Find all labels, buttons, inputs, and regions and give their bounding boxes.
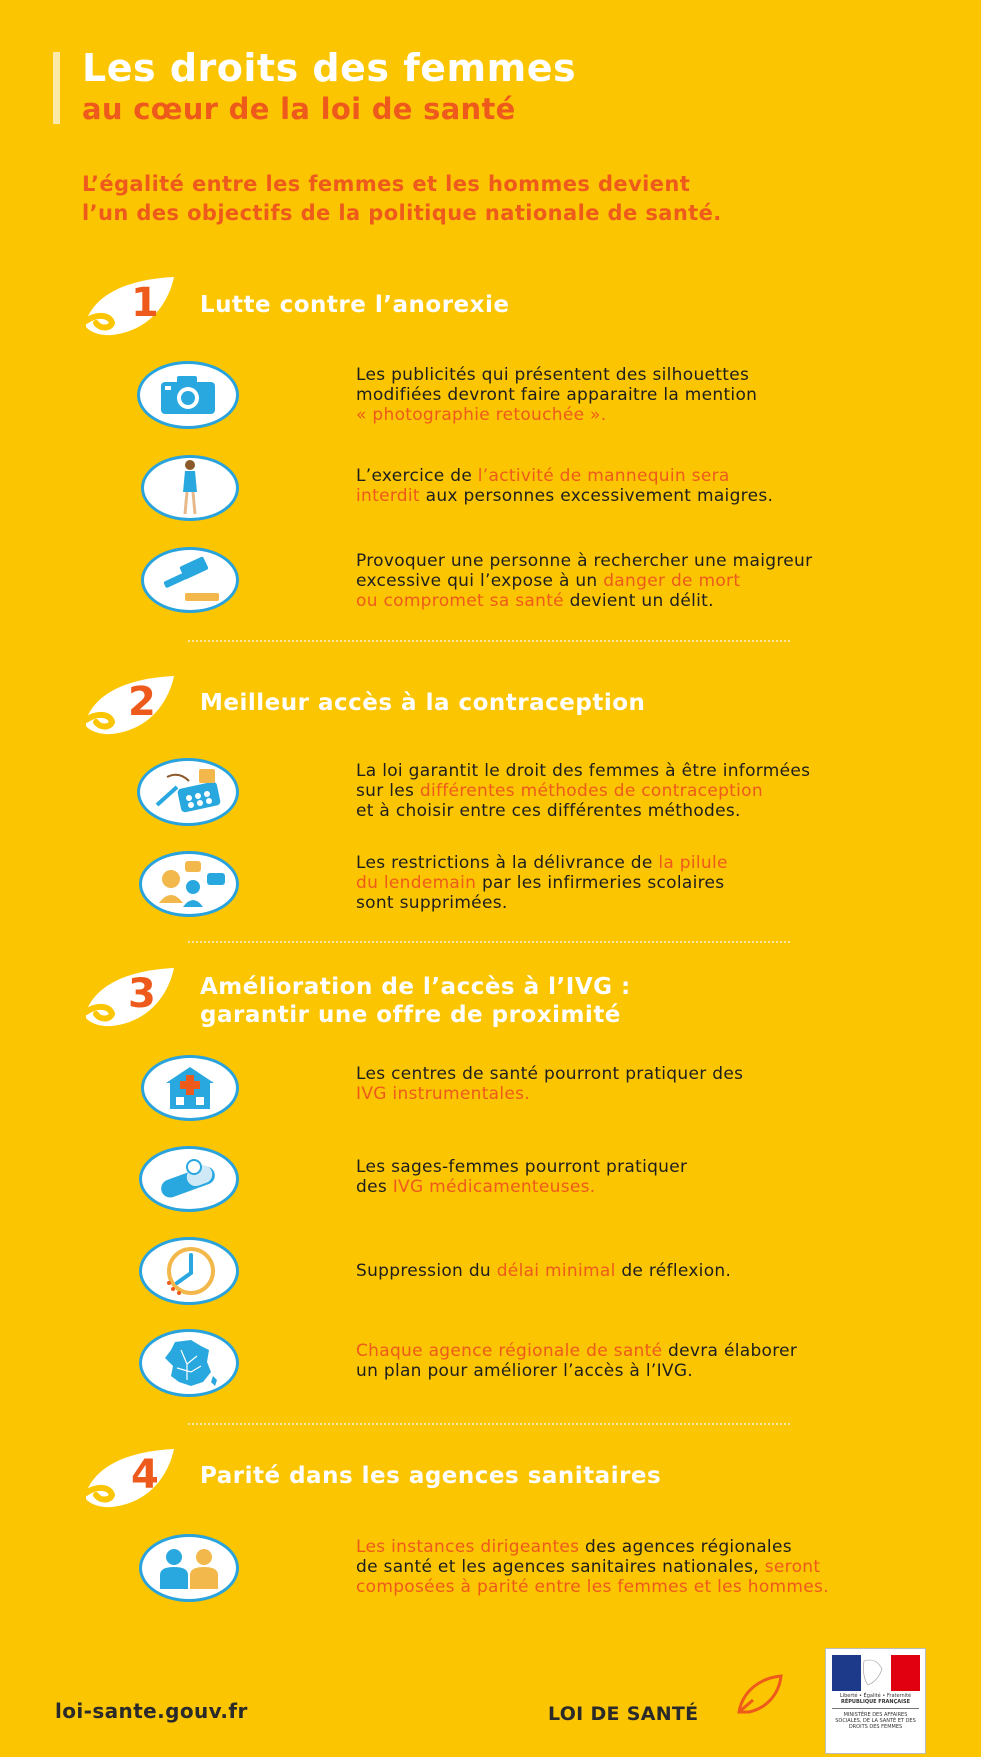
section-divider bbox=[188, 1423, 790, 1425]
camera-icon bbox=[137, 361, 239, 429]
item-text: Provoquer une personne à rechercher une maigreur excessive qui l’expose à un danger de mort ou compromet sa santé devient un délit. bbox=[356, 551, 813, 611]
item-text: Suppression du délai minimal de réflexion. bbox=[356, 1261, 732, 1281]
gavel-icon bbox=[141, 547, 239, 613]
loi-de-sante-logo: LOI DE SANTÉ bbox=[548, 1703, 699, 1725]
section-divider bbox=[188, 640, 790, 642]
item-text: Les instances dirigeantes des agences régionales de santé et les agences sanitaires nationales, seront composées à parité entre les femmes et les hommes. bbox=[356, 1537, 829, 1597]
intro-text: L’égalité entre les femmes et les hommes devient l’un des objectifs de la politique nationale de santé. bbox=[82, 172, 722, 225]
contraception-icon bbox=[137, 758, 239, 826]
section-4-title: Parité dans les agences sanitaires bbox=[200, 1463, 662, 1489]
clock-icon bbox=[139, 1237, 239, 1305]
item-text: Les publicités qui présentent des silhouettes modifiées devront faire apparaitre la mention « photographie retouchée ». bbox=[356, 365, 758, 425]
section-1-number: 1 bbox=[131, 280, 159, 326]
pill-icon bbox=[139, 1146, 239, 1212]
section-3-title: Amélioration de l’accès à l’IVG : garantir une offre de proximité bbox=[200, 974, 631, 1028]
item-text: Les restrictions à la délivrance de la pilule du lendemain par les infirmeries scolaires sont supprimées. bbox=[356, 853, 728, 913]
health-center-icon bbox=[141, 1055, 239, 1121]
leaf-logo-icon bbox=[735, 1672, 785, 1716]
page-title: Les droits des femmes bbox=[82, 46, 577, 90]
section-1-title: Lutte contre l’anorexie bbox=[200, 292, 510, 318]
france-map-icon bbox=[139, 1329, 239, 1397]
government-logo: Liberté • Égalité • Fraternité RÉPUBLIQUE FRANÇAISE MINISTÈRE DES AFFAIRES SOCIALES, DE LA SANTÉ ET DES DROITS DES FEMMES bbox=[825, 1648, 926, 1754]
item-text: Les sages-femmes pourront pratiquer des IVG médicamenteuses. bbox=[356, 1157, 688, 1197]
school-nurse-icon bbox=[139, 851, 239, 917]
page-subtitle: au cœur de la loi de santé bbox=[82, 92, 516, 126]
item-text: Les centres de santé pourront pratiquer des IVG instrumentales. bbox=[356, 1064, 744, 1104]
item-text: L’exercice de l’activité de mannequin sera interdit aux personnes excessivement maigres. bbox=[356, 466, 774, 506]
item-text: Chaque agence régionale de santé devra élaborer un plan pour améliorer l’accès à l’IVG. bbox=[356, 1341, 798, 1381]
section-2-title: Meilleur accès à la contraception bbox=[200, 690, 646, 716]
section-1-leaf-icon bbox=[82, 275, 178, 337]
section-3-number: 3 bbox=[128, 971, 156, 1017]
section-4-number: 4 bbox=[131, 1452, 159, 1498]
model-icon bbox=[141, 455, 239, 521]
people-icon bbox=[139, 1534, 239, 1602]
section-4-leaf-icon bbox=[82, 1447, 178, 1509]
section-2-number: 2 bbox=[128, 679, 156, 725]
marianne-flag-icon bbox=[832, 1655, 920, 1691]
section-divider bbox=[188, 941, 790, 943]
item-text: La loi garantit le droit des femmes à être informées sur les différentes méthodes de contraception et à choisir entre ces différentes méthodes. bbox=[356, 761, 811, 821]
footer-url-link[interactable]: loi-sante.gouv.fr bbox=[55, 1699, 248, 1723]
title-accent-bar bbox=[53, 52, 60, 124]
